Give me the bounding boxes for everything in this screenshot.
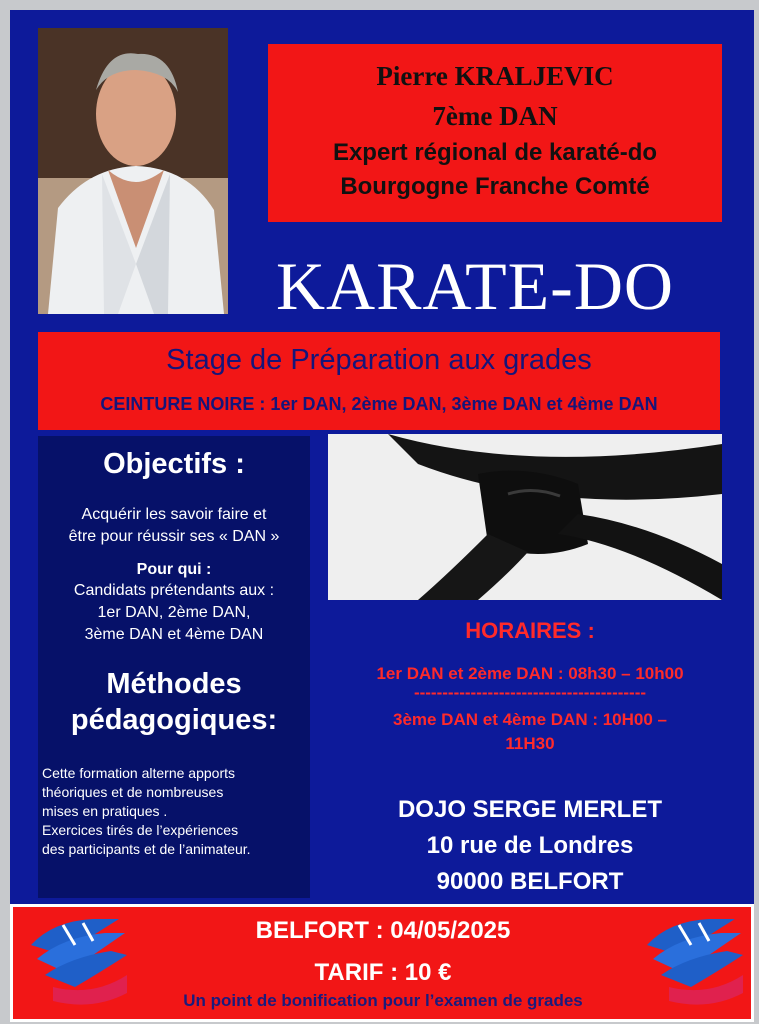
pour-qui-text xyxy=(38,580,310,646)
footer-date: BELFORT : 04/05/2025 xyxy=(255,917,511,944)
main-title: KARATE-DO xyxy=(275,248,675,324)
footer-box xyxy=(10,904,754,1022)
karate-federation-logo-icon xyxy=(23,915,133,1011)
expert-info-box xyxy=(268,44,722,222)
black-belt-image xyxy=(328,434,722,600)
stage-title: Stage de Préparation aux grades xyxy=(166,344,592,376)
footer-tarif: TARIF : 10 € xyxy=(314,959,452,986)
stage-subtitle: CEINTURE NOIRE : 1er DAN, 2ème DAN, 3ème DAN et 4ème DAN xyxy=(100,394,658,414)
pour-qui-line2: 1er DAN, 2ème DAN, xyxy=(97,604,251,621)
horaires-separator: ----------------------------------------- xyxy=(413,683,647,702)
horaires-slot2-line2: 11H30 xyxy=(505,734,555,753)
location-block xyxy=(310,792,750,900)
objectifs-line1: Acquérir les savoir faire et xyxy=(81,506,267,523)
location-city: 90000 BELFORT xyxy=(436,868,624,895)
pour-qui-line1: Candidats prétendants aux : xyxy=(73,582,275,599)
location-name: DOJO SERGE MERLET xyxy=(397,796,663,823)
horaires-heading: HORAIRES : xyxy=(465,618,595,643)
horaires-slot2-line1: 3ème DAN et 4ème DAN : 10H00 – xyxy=(392,710,667,729)
stage-box xyxy=(38,332,720,430)
methodes-line2: théoriques et de nombreuses xyxy=(42,784,224,800)
methodes-line5: des participants et de l’animateur. xyxy=(42,841,251,857)
expert-name: Pierre KRALJEVIC xyxy=(376,61,614,91)
methodes-line1: Cette formation alterne apports xyxy=(42,765,235,781)
methodes-heading xyxy=(38,666,310,738)
expert-grade: 7ème DAN xyxy=(432,101,558,131)
location-street: 10 rue de Londres xyxy=(426,832,634,859)
pour-qui-heading: Pour qui : xyxy=(136,561,212,578)
methodes-heading-line1: Méthodes xyxy=(106,668,242,700)
expert-title-line2: Bourgogne Franche Comté xyxy=(340,173,650,200)
methodes-line4: Exercices tirés de l’expériences xyxy=(42,822,239,838)
objectifs-text xyxy=(38,504,310,548)
methodes-line3: mises en pratiques . xyxy=(42,803,168,819)
expert-photo xyxy=(38,28,228,314)
expert-title-line1: Expert régional de karaté-do xyxy=(332,139,658,166)
horaires-block xyxy=(310,616,750,756)
objectifs-panel xyxy=(38,436,310,898)
footer-bonus: Un point de bonification pour l’examen de grades xyxy=(183,991,583,1010)
karate-federation-logo-icon-right xyxy=(639,915,749,1011)
pour-qui-line3: 3ème DAN et 4ème DAN xyxy=(84,626,264,643)
methodes-text xyxy=(38,764,310,859)
horaires-slot1: 1er DAN et 2ème DAN : 08h30 – 10h00 xyxy=(376,664,684,683)
objectifs-heading: Objectifs : xyxy=(103,448,245,480)
objectifs-line2: être pour réussir ses « DAN » xyxy=(68,528,280,545)
poster xyxy=(10,10,754,1022)
methodes-heading-line2: pédagogiques: xyxy=(70,704,278,736)
